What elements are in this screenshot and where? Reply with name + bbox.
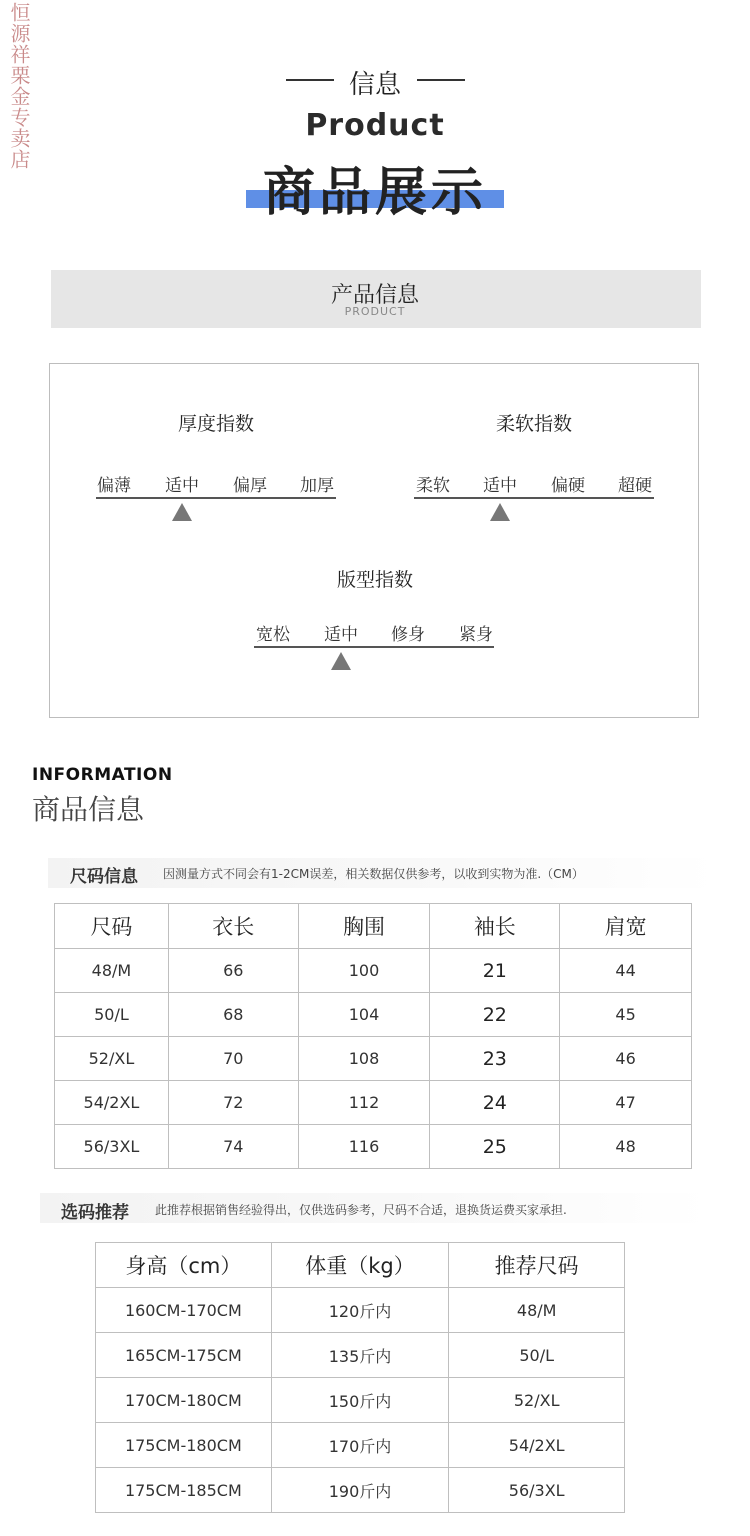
table-row bbox=[96, 1468, 625, 1513]
recommend-header-cell: 身高（cm） bbox=[96, 1243, 272, 1288]
softness-option: 偏硬 bbox=[551, 476, 585, 496]
table-cell: 190斤内 bbox=[271, 1468, 449, 1513]
table-cell: 70 bbox=[168, 1037, 298, 1081]
table-cell: 108 bbox=[298, 1037, 430, 1081]
table-cell: 56/3XL bbox=[449, 1468, 625, 1513]
fit-indicator-icon bbox=[331, 652, 351, 670]
table-cell: 50/L bbox=[55, 993, 169, 1037]
table-cell: 54/2XL bbox=[55, 1081, 169, 1125]
table-cell: 45 bbox=[560, 993, 692, 1037]
information-heading-cn: 商品信息 bbox=[32, 793, 145, 826]
fit-option: 适中 bbox=[324, 625, 358, 645]
softness-scale-line bbox=[414, 497, 654, 499]
table-cell: 52/XL bbox=[55, 1037, 169, 1081]
table-row bbox=[96, 1288, 625, 1333]
table-cell: 74 bbox=[168, 1125, 298, 1169]
information-heading-en: INFORMATION bbox=[32, 765, 173, 785]
table-cell: 116 bbox=[298, 1125, 430, 1169]
softness-option: 柔软 bbox=[416, 476, 450, 496]
thickness-option: 加厚 bbox=[300, 476, 334, 496]
banner-title: 产品信息 bbox=[330, 283, 419, 308]
thickness-option: 偏厚 bbox=[233, 476, 267, 496]
thickness-index-title: 厚度指数 bbox=[177, 413, 254, 435]
fit-index-title: 版型指数 bbox=[336, 569, 413, 591]
table-cell: 112 bbox=[298, 1081, 430, 1125]
size-header-cell: 尺码 bbox=[55, 904, 169, 949]
fit-option: 修身 bbox=[391, 625, 425, 645]
recommend-table-header-row bbox=[96, 1243, 625, 1288]
table-cell: 56/3XL bbox=[55, 1125, 169, 1169]
table-cell: 170CM-180CM bbox=[96, 1378, 272, 1423]
table-cell: 72 bbox=[168, 1081, 298, 1125]
table-cell: 25 bbox=[430, 1125, 560, 1169]
table-row bbox=[55, 1037, 692, 1081]
header-english-title: Product bbox=[305, 108, 445, 143]
table-cell: 46 bbox=[560, 1037, 692, 1081]
header-small-title: 信息 bbox=[348, 70, 401, 100]
table-row bbox=[55, 1081, 692, 1125]
recommend-header-cell: 体重（kg） bbox=[271, 1243, 449, 1288]
table-cell: 165CM-175CM bbox=[96, 1333, 272, 1378]
table-cell: 22 bbox=[430, 993, 560, 1037]
size-table-header-row bbox=[55, 904, 692, 949]
thickness-option: 适中 bbox=[165, 476, 199, 496]
thickness-scale-line bbox=[96, 497, 336, 499]
table-cell: 120斤内 bbox=[271, 1288, 449, 1333]
size-header-cell: 衣长 bbox=[168, 904, 298, 949]
table-cell: 52/XL bbox=[449, 1378, 625, 1423]
table-cell: 100 bbox=[298, 949, 430, 993]
table-cell: 44 bbox=[560, 949, 692, 993]
recommend-title: 选码推荐 bbox=[61, 1203, 129, 1223]
recommend-table bbox=[95, 1242, 625, 1513]
table-cell: 66 bbox=[168, 949, 298, 993]
size-info-note: 因测量方式不同会有1-2CM误差，相关数据仅供参考，以收到实物为准.（CM） bbox=[163, 867, 584, 881]
recommend-header-cell: 推荐尺码 bbox=[449, 1243, 625, 1288]
table-row bbox=[96, 1423, 625, 1468]
fit-option: 紧身 bbox=[459, 625, 493, 645]
table-cell: 150斤内 bbox=[271, 1378, 449, 1423]
size-table bbox=[54, 903, 692, 1169]
table-cell: 48/M bbox=[55, 949, 169, 993]
table-cell: 135斤内 bbox=[271, 1333, 449, 1378]
softness-option: 适中 bbox=[483, 476, 517, 496]
table-cell: 24 bbox=[430, 1081, 560, 1125]
fit-option: 宽松 bbox=[256, 625, 290, 645]
table-cell: 175CM-180CM bbox=[96, 1423, 272, 1468]
fit-scale-line bbox=[254, 646, 494, 648]
softness-indicator-icon bbox=[490, 503, 510, 521]
table-row bbox=[55, 949, 692, 993]
page-title: 商品展示 bbox=[262, 163, 487, 223]
table-cell: 54/2XL bbox=[449, 1423, 625, 1468]
size-header-cell: 肩宽 bbox=[560, 904, 692, 949]
table-cell: 68 bbox=[168, 993, 298, 1037]
banner-subtitle: PRODUCT bbox=[344, 305, 406, 318]
softness-index-title: 柔软指数 bbox=[495, 413, 572, 435]
table-cell: 21 bbox=[430, 949, 560, 993]
table-cell: 104 bbox=[298, 993, 430, 1037]
table-row bbox=[55, 993, 692, 1037]
table-row bbox=[55, 1125, 692, 1169]
table-cell: 48 bbox=[560, 1125, 692, 1169]
table-cell: 160CM-170CM bbox=[96, 1288, 272, 1333]
table-cell: 175CM-185CM bbox=[96, 1468, 272, 1513]
table-row bbox=[96, 1378, 625, 1423]
table-cell: 48/M bbox=[449, 1288, 625, 1333]
softness-option: 超硬 bbox=[618, 476, 652, 496]
size-header-cell: 袖长 bbox=[430, 904, 560, 949]
table-cell: 170斤内 bbox=[271, 1423, 449, 1468]
thickness-indicator-icon bbox=[172, 503, 192, 521]
table-cell: 47 bbox=[560, 1081, 692, 1125]
size-info-title: 尺码信息 bbox=[70, 867, 138, 887]
table-row bbox=[96, 1333, 625, 1378]
size-header-cell: 胸围 bbox=[298, 904, 430, 949]
store-watermark: 恒源祥栗金专卖店 bbox=[7, 2, 31, 170]
thickness-option: 偏薄 bbox=[97, 476, 131, 496]
table-cell: 50/L bbox=[449, 1333, 625, 1378]
recommend-note: 此推荐根据销售经验得出，仅供选码参考，尺码不合适，退换货运费买家承担. bbox=[155, 1203, 567, 1217]
table-cell: 23 bbox=[430, 1037, 560, 1081]
